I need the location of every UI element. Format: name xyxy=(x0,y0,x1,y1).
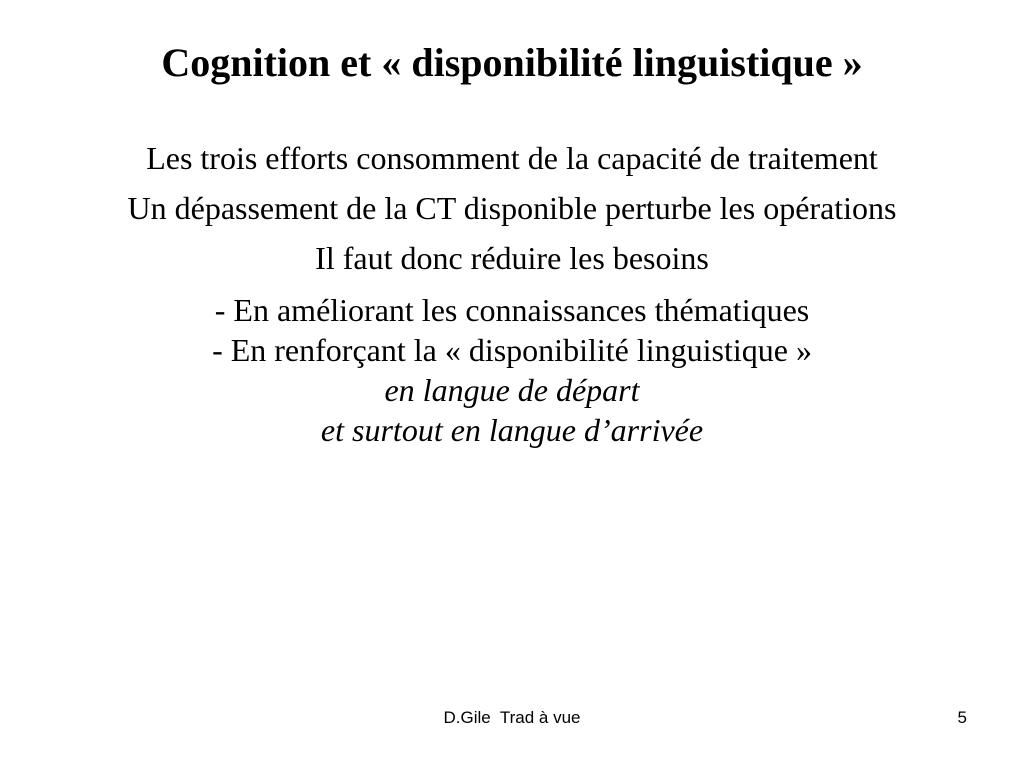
italic-line-source-language: en langue de départ xyxy=(384,372,640,408)
paragraph-capacity: Les trois efforts consomment de la capacité de traitement xyxy=(146,140,878,176)
page-number: 5 xyxy=(957,708,967,727)
strategy-list xyxy=(100,290,924,450)
paragraph-reduce-needs: Il faut donc réduire les besoins xyxy=(315,240,709,276)
slide-body xyxy=(100,138,924,450)
strategy-item-linguistic: - En renforçant la « disponibilité linguistique » xyxy=(212,332,812,368)
slide-title: Cognition et « disponibilité linguistique » xyxy=(161,40,863,85)
strategy-item-thematic: - En améliorant les connaissances thématiques xyxy=(214,292,810,328)
paragraph-overload: Un dépassement de la CT disponible perturbe les opérations xyxy=(127,190,897,226)
footer-text: D.Gile Trad à vue xyxy=(443,708,581,727)
italic-line-target-language: et surtout en langue d’arrivée xyxy=(320,412,704,448)
